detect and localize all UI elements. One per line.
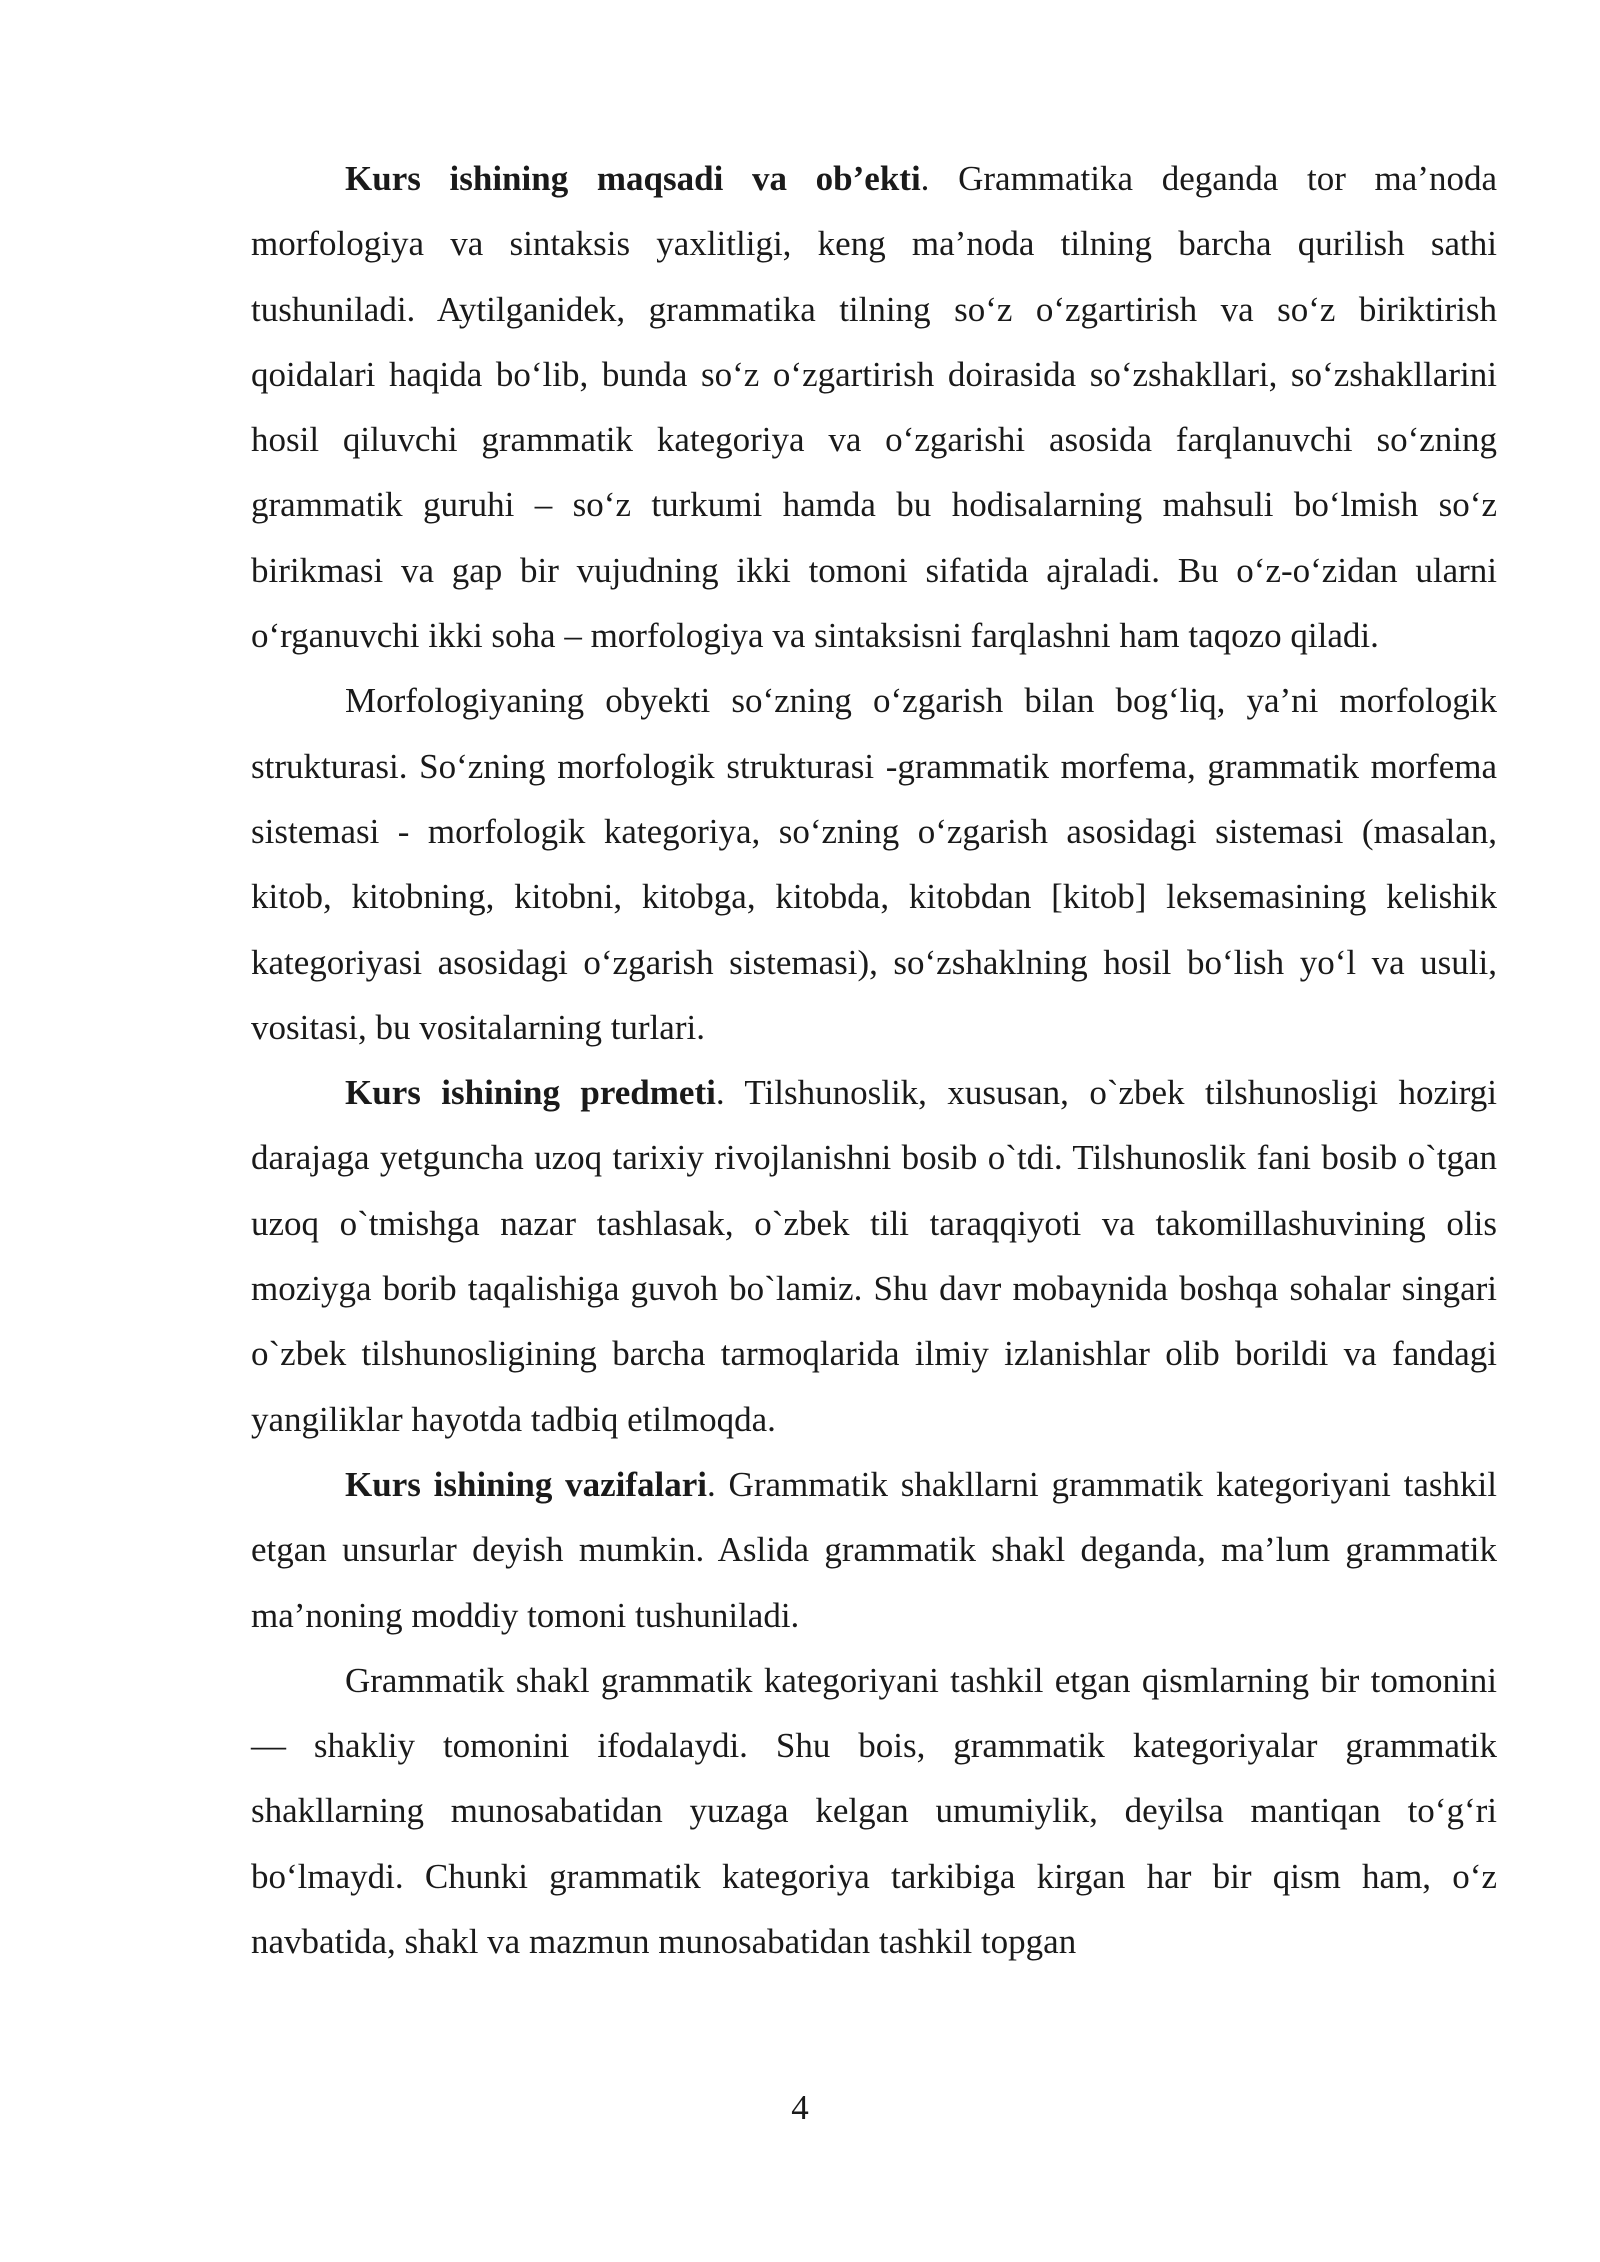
paragraph-grammatical-form [251, 1648, 1497, 1974]
paragraph-heading: Kurs ishining maqsadi va ob’ekti [345, 159, 921, 198]
paragraph-morphology-object [251, 668, 1497, 1060]
page-number: 4 [791, 2088, 809, 2127]
document-body [251, 146, 1497, 1974]
paragraph-heading: Kurs ishining vazifalari [345, 1464, 708, 1504]
paragraph-tasks [251, 1452, 1497, 1648]
paragraph-text: Grammatik shakl grammatik kategoriyani tashkil etgan qismlarning bir tomonini — shakliy tomonini ifodalaydi. Shu bois, grammatik kategoriyalar grammatik shakllarning munosabatidan yuzaga kelgan umumiylik, deyilsa mantiqan to‘g‘ri bo‘lmaydi. Chunki grammatik kategoriya tarkibiga kirgan har bir qism ham, o‘z navbatida, shakl va mazmun munosabatidan tashkil topgan [251, 1660, 1497, 1962]
paragraph-goal-object [251, 146, 1497, 668]
paragraph-heading: Kurs ishining predmeti [345, 1073, 716, 1113]
paragraph-text: . Tilshunoslik, xususan, o`zbek tilshunosligi hozirgi darajaga yetguncha uzoq tarixiy rivojlanishni bosib o`tdi. Tilshunoslik fani bosib o`tgan uzoq o`tmishga nazar tashlasak, o`zbek tili taraqqiyoti va takomillashuvining olis moziyga borib taqalishiga guvoh bo`lamiz. Shu davr mobaynida boshqa sohalar singari o`zbek tilshunosligining barcha tarmoqlarida ilmiy izlanishlar olib borildi va fandagi yangiliklar hayotda tadbiq etilmoqda. [251, 1073, 1497, 1439]
paragraph-text: . Grammatik shakllarni grammatik kategoriyani tashkil etgan unsurlar deyish mumkin. Aslida grammatik shakl deganda, ma’lum grammatik ma’noning moddiy tomoni tushuniladi. [251, 1464, 1498, 1635]
paragraph-text: . Grammatika deganda tor ma’noda morfologiya va sintaksis yaxlitligi, keng ma’noda tilning barcha qurilish sathi tushuniladi. Aytilganidek, grammatika tilning so‘z o‘zgartirish va so‘z biriktirish qoidalari haqida bo‘lib, bunda so‘z o‘zgartirish doirasida so‘zshakllari, so‘zshakllarini hosil qiluvchi grammatik kategoriya va o‘zgarishi asosida farqlanuvchi so‘zning grammatik guruhi – so‘z turkumi hamda bu hodisalarning mahsuli bo‘lmish so‘z birikmasi va gap bir vujudning ikki tomoni sifatida ajraladi. Bu o‘z-o‘zidan ularni o‘rganuvchi ikki soha – morfologiya va sintaksisni farqlashni ham taqozo qiladi. [251, 159, 1497, 656]
paragraph-subject [251, 1060, 1497, 1452]
paragraph-text: Morfologiyaning obyekti so‘zning o‘zgarish bilan bog‘liq, ya’ni morfologik strukturasi. So‘zning morfologik strukturasi -grammatik morfema, grammatik morfema sistemasi - morfologik kategoriya, so‘zning o‘zgarish asosidagi sistemasi (masalan, kitob, kitobning, kitobni, kitobga, kitobda, kitobdan [kitob] leksemasining kelishik kategoriyasi asosidagi o‘zgarish sistemasi), so‘zshaklning hosil bo‘lish yo‘l va usuli, vositasi, bu vositalarning turlari. [251, 681, 1497, 1047]
